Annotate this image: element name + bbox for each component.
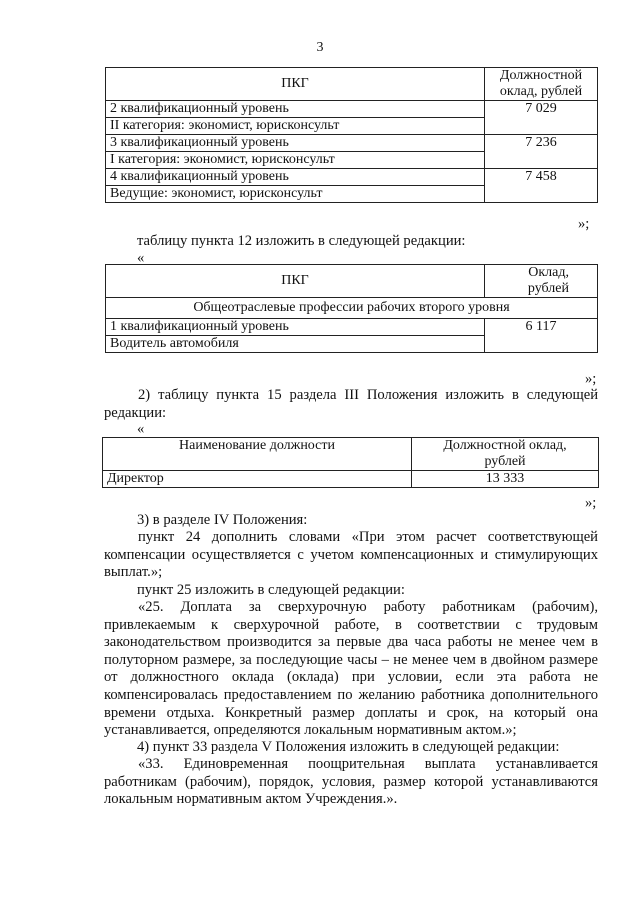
table-row bbox=[106, 319, 598, 336]
header-line: оклад, рублей bbox=[499, 84, 583, 99]
salary-table-pkg bbox=[105, 67, 598, 203]
paragraph-2: 2) таблицу пункта 15 раздела III Положения изложить в следующей редакции: bbox=[104, 387, 598, 421]
salary-cell: 7 029 bbox=[485, 101, 598, 135]
closing-quote: »; bbox=[585, 371, 597, 387]
level-cell: 4 квалификационный уровень bbox=[106, 169, 485, 186]
table-row bbox=[106, 135, 598, 152]
table-header-cell bbox=[412, 438, 599, 471]
level-cell: 1 квалификационный уровень bbox=[106, 319, 485, 336]
header-line: рублей bbox=[484, 454, 526, 469]
paragraph-25-intro: пункт 25 изложить в следующей редакции: bbox=[137, 582, 405, 598]
paragraph-33: «33. Единовременная поощрительная выплата устанавливается работникам (рабочим), порядок, условия, размер которой устанавливаются локальным нормативным актом Учреждения.». bbox=[104, 756, 598, 808]
table-row bbox=[106, 101, 598, 118]
table-header-cell: ПКГ bbox=[106, 265, 485, 298]
paragraph-4: 4) пункт 33 раздела V Положения изложить в следующей редакции: bbox=[137, 739, 560, 755]
positions-cell: Ведущие: экономист, юрисконсульт bbox=[106, 186, 485, 203]
paragraph-25-text: «25. Доплата за сверхурочную работу работникам (рабочим), привлекаемым к сверхурочной работе, в соответствии с трудовым законодательством производится за первые два часа работы не менее чем в полуторном размере, за последующие часы – не менее чем в двойном размере от должностного оклада (оклада) при условии, если эта работа не компенсировалась предоставлением по желанию работника дополнительного времени отдыха. Конкретный размер доплаты и срок, на который она устанавливается, определяются локальным нормативным актом.»; bbox=[104, 599, 598, 739]
closing-quote: »; bbox=[578, 216, 590, 232]
opening-quote: « bbox=[137, 250, 145, 266]
header-line: Должностной bbox=[499, 68, 583, 83]
level-cell: 2 квалификационный уровень bbox=[106, 101, 485, 118]
table-row bbox=[103, 471, 599, 488]
positions-cell: Водитель автомобиля bbox=[106, 336, 485, 353]
salary-table-workers bbox=[105, 264, 598, 353]
paragraph-3: 3) в разделе IV Положения: bbox=[137, 512, 308, 528]
position-cell: Директор bbox=[103, 471, 412, 488]
salary-cell: 7 236 bbox=[485, 135, 598, 169]
header-line: рублей bbox=[527, 281, 569, 296]
salary-cell: 7 458 bbox=[485, 169, 598, 203]
table-header-cell bbox=[485, 68, 598, 101]
page-number: 3 bbox=[316, 40, 324, 55]
header-line: Оклад, bbox=[528, 265, 569, 280]
header-line: Должностной оклад, bbox=[443, 438, 567, 453]
paragraph-24: пункт 24 дополнить словами «При этом расчет соответствующей компенсации осуществляется с учетом компенсационных и стимулирующих выплат.»; bbox=[104, 529, 598, 581]
positions-cell: II категория: экономист, юрисконсульт bbox=[106, 118, 485, 135]
positions-cell: I категория: экономист, юрисконсульт bbox=[106, 152, 485, 169]
group-cell: Общеотраслевые профессии рабочих второго уровня bbox=[106, 298, 598, 319]
table-header-cell: Наименование должности bbox=[103, 438, 412, 471]
table-header-cell bbox=[485, 265, 598, 298]
table-header-cell: ПКГ bbox=[106, 68, 485, 101]
table-row bbox=[106, 169, 598, 186]
table-row bbox=[106, 298, 598, 319]
salary-cell: 6 117 bbox=[485, 319, 598, 353]
salary-cell: 13 333 bbox=[412, 471, 599, 488]
paragraph-table12: таблицу пункта 12 изложить в следующей редакции: bbox=[137, 233, 466, 249]
closing-quote: »; bbox=[585, 495, 597, 511]
level-cell: 3 квалификационный уровень bbox=[106, 135, 485, 152]
opening-quote: « bbox=[137, 421, 145, 437]
salary-table-director bbox=[102, 437, 599, 488]
